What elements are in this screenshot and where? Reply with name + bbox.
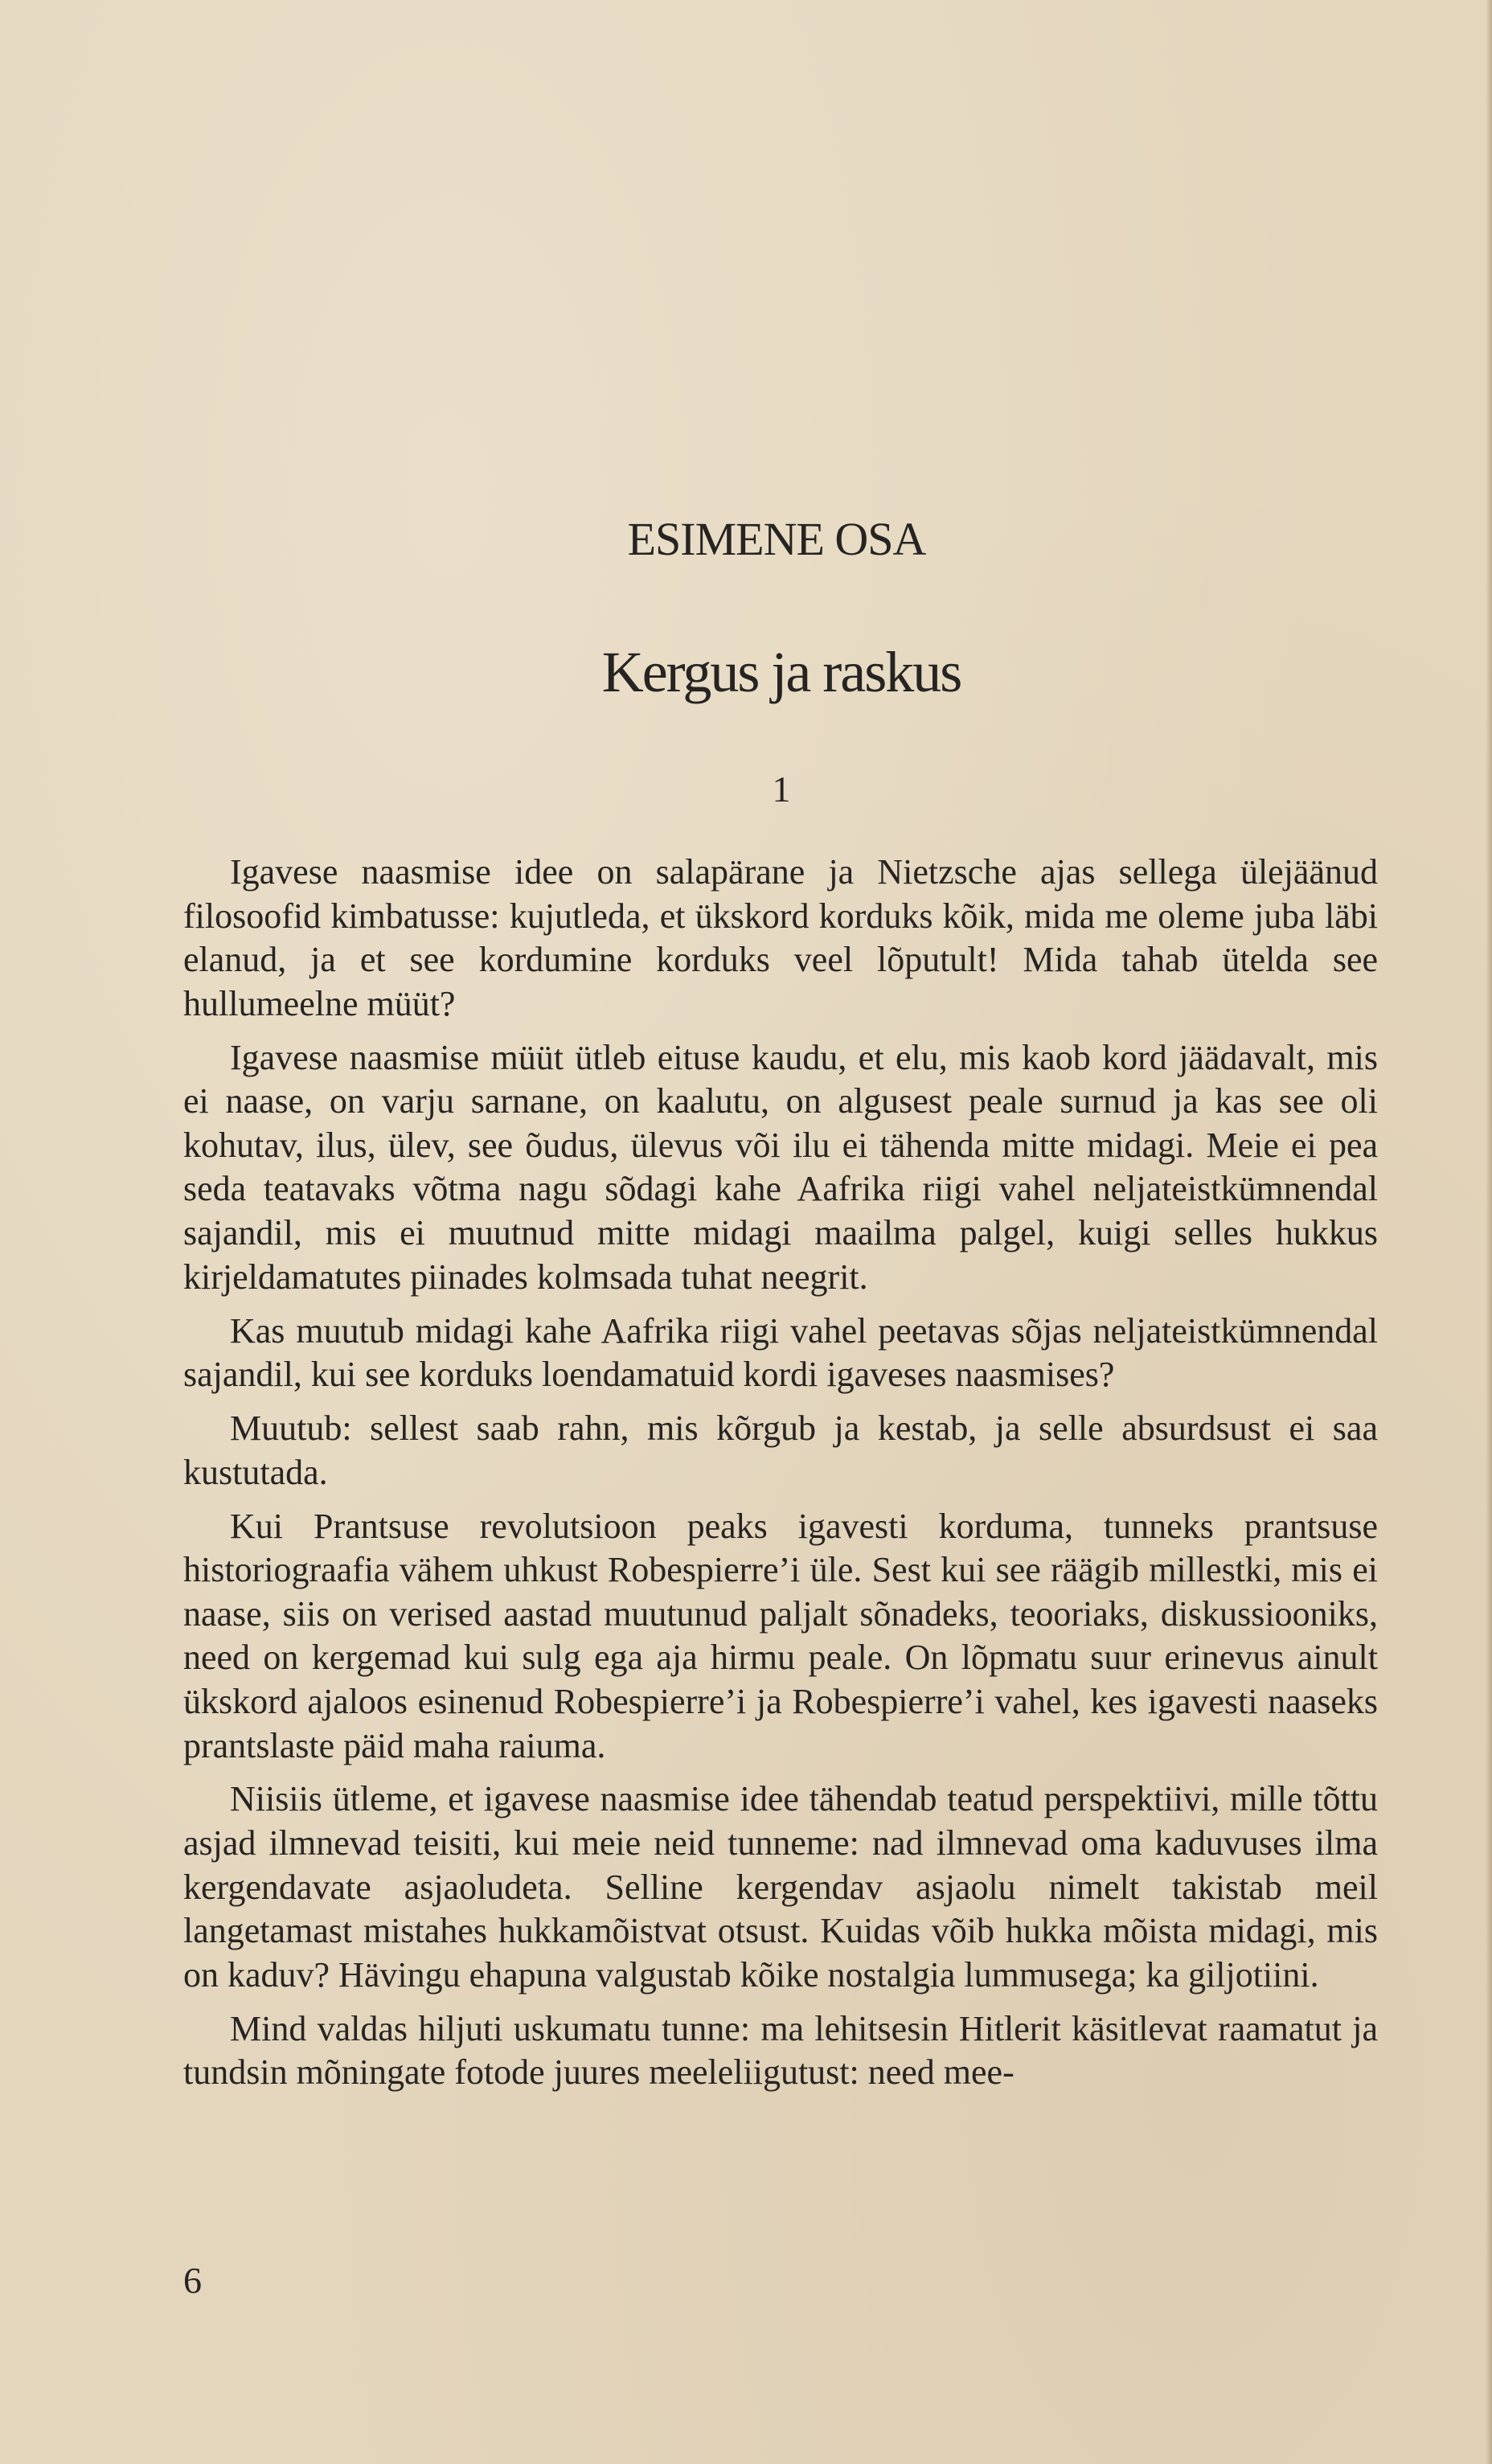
body-text — [183, 851, 1378, 2105]
paragraph-6: Niisiis ütleme, et igavese naasmise idee tähendab teatud perspektiivi, mille tõttu asjad ilmnevad teisiti, kui meie neid tunneme: nad ilmnevad oma kaduvuses ilma kergendavate asjaoludeta. Selline kergendav asjaolu nimelt takistab meil langetamast mistahes hukkamõistvat otsust. Kuidas võib hukka mõista midagi, mis on kaduv? Hävingu ehapuna valgustab kõike nostalgia lummusega; ka giljotiini. — [183, 1779, 1378, 1995]
page-number: 6 — [183, 2260, 202, 2301]
paragraph-2: Igavese naasmise müüt ütleb eituse kaudu, et elu, mis kaob kord jäädavalt, mis ei naase, on varju sarnane, on kaalutu, on algusest peale surnud ja kas see oli kohutav, ilus, ülev, see õudus, ülevus või ilu ei tähenda mitte midagi. Meie ei pea seda teatavaks võtma nagu sõdagi kahe Aafrika riigi vahel neljateistkümnendal sajandil, mis ei muutnud mitte midagi maailma palgel, kuigi selles hukkus kirjeldamatutes piinades kolmsada tuhat neegrit. — [183, 1037, 1378, 1297]
paragraph-5: Kui Prantsuse revolutsioon peaks igavesti korduma, tunneks prantsuse historiograafia vähem uhkust Robespierre’i üle. Sest kui see räägib millestki, mis ei naase, siis on verised aastad muutunud paljalt sõnadeks, teooriaks, diskussiooniks, need on kergemad kui sulg ega aja hirmu peale. On lõpmatu suur erinevus ainult ükskord ajaloos esinenud Robespierre’i ja Robespierre’i vahel, kes igavesti naaseks prantslaste päid maha raiuma. — [183, 1506, 1378, 1765]
page-edge-shadow — [1486, 0, 1492, 2464]
chapter-title: Kergus ja raskus — [601, 640, 961, 704]
paragraph-4: Muutub: sellest saab rahn, mis kõrgub ja kestab, ja selle absurdsust ei saa kustutada. — [183, 1408, 1378, 1492]
part-heading: ESIMENE OSA — [627, 513, 926, 565]
section-number: 1 — [772, 769, 791, 810]
paragraph-7: Mind valdas hiljuti uskumatu tunne: ma lehitsesin Hitlerit käsitlevat raamatut ja tundsin mõningate fotode juures meeleliigutust: need mee- — [183, 2008, 1378, 2093]
paragraph-3: Kas muutub midagi kahe Aafrika riigi vahel peetavas sõjas neljateistkümnendal sajandil, kui see korduks loendamatuid kordi igaveses naasmises? — [183, 1310, 1378, 1395]
paragraph-1: Igavese naasmise idee on salapärane ja Nietzsche ajas sellega ülejäänud filosoofid kimbatusse: kujutleda, et ükskord korduks kõik, mida me oleme juba läbi elanud, ja et see kordumine korduks veel lõputult! Mida tahab ütelda see hullumeelne müüt? — [183, 852, 1378, 1023]
